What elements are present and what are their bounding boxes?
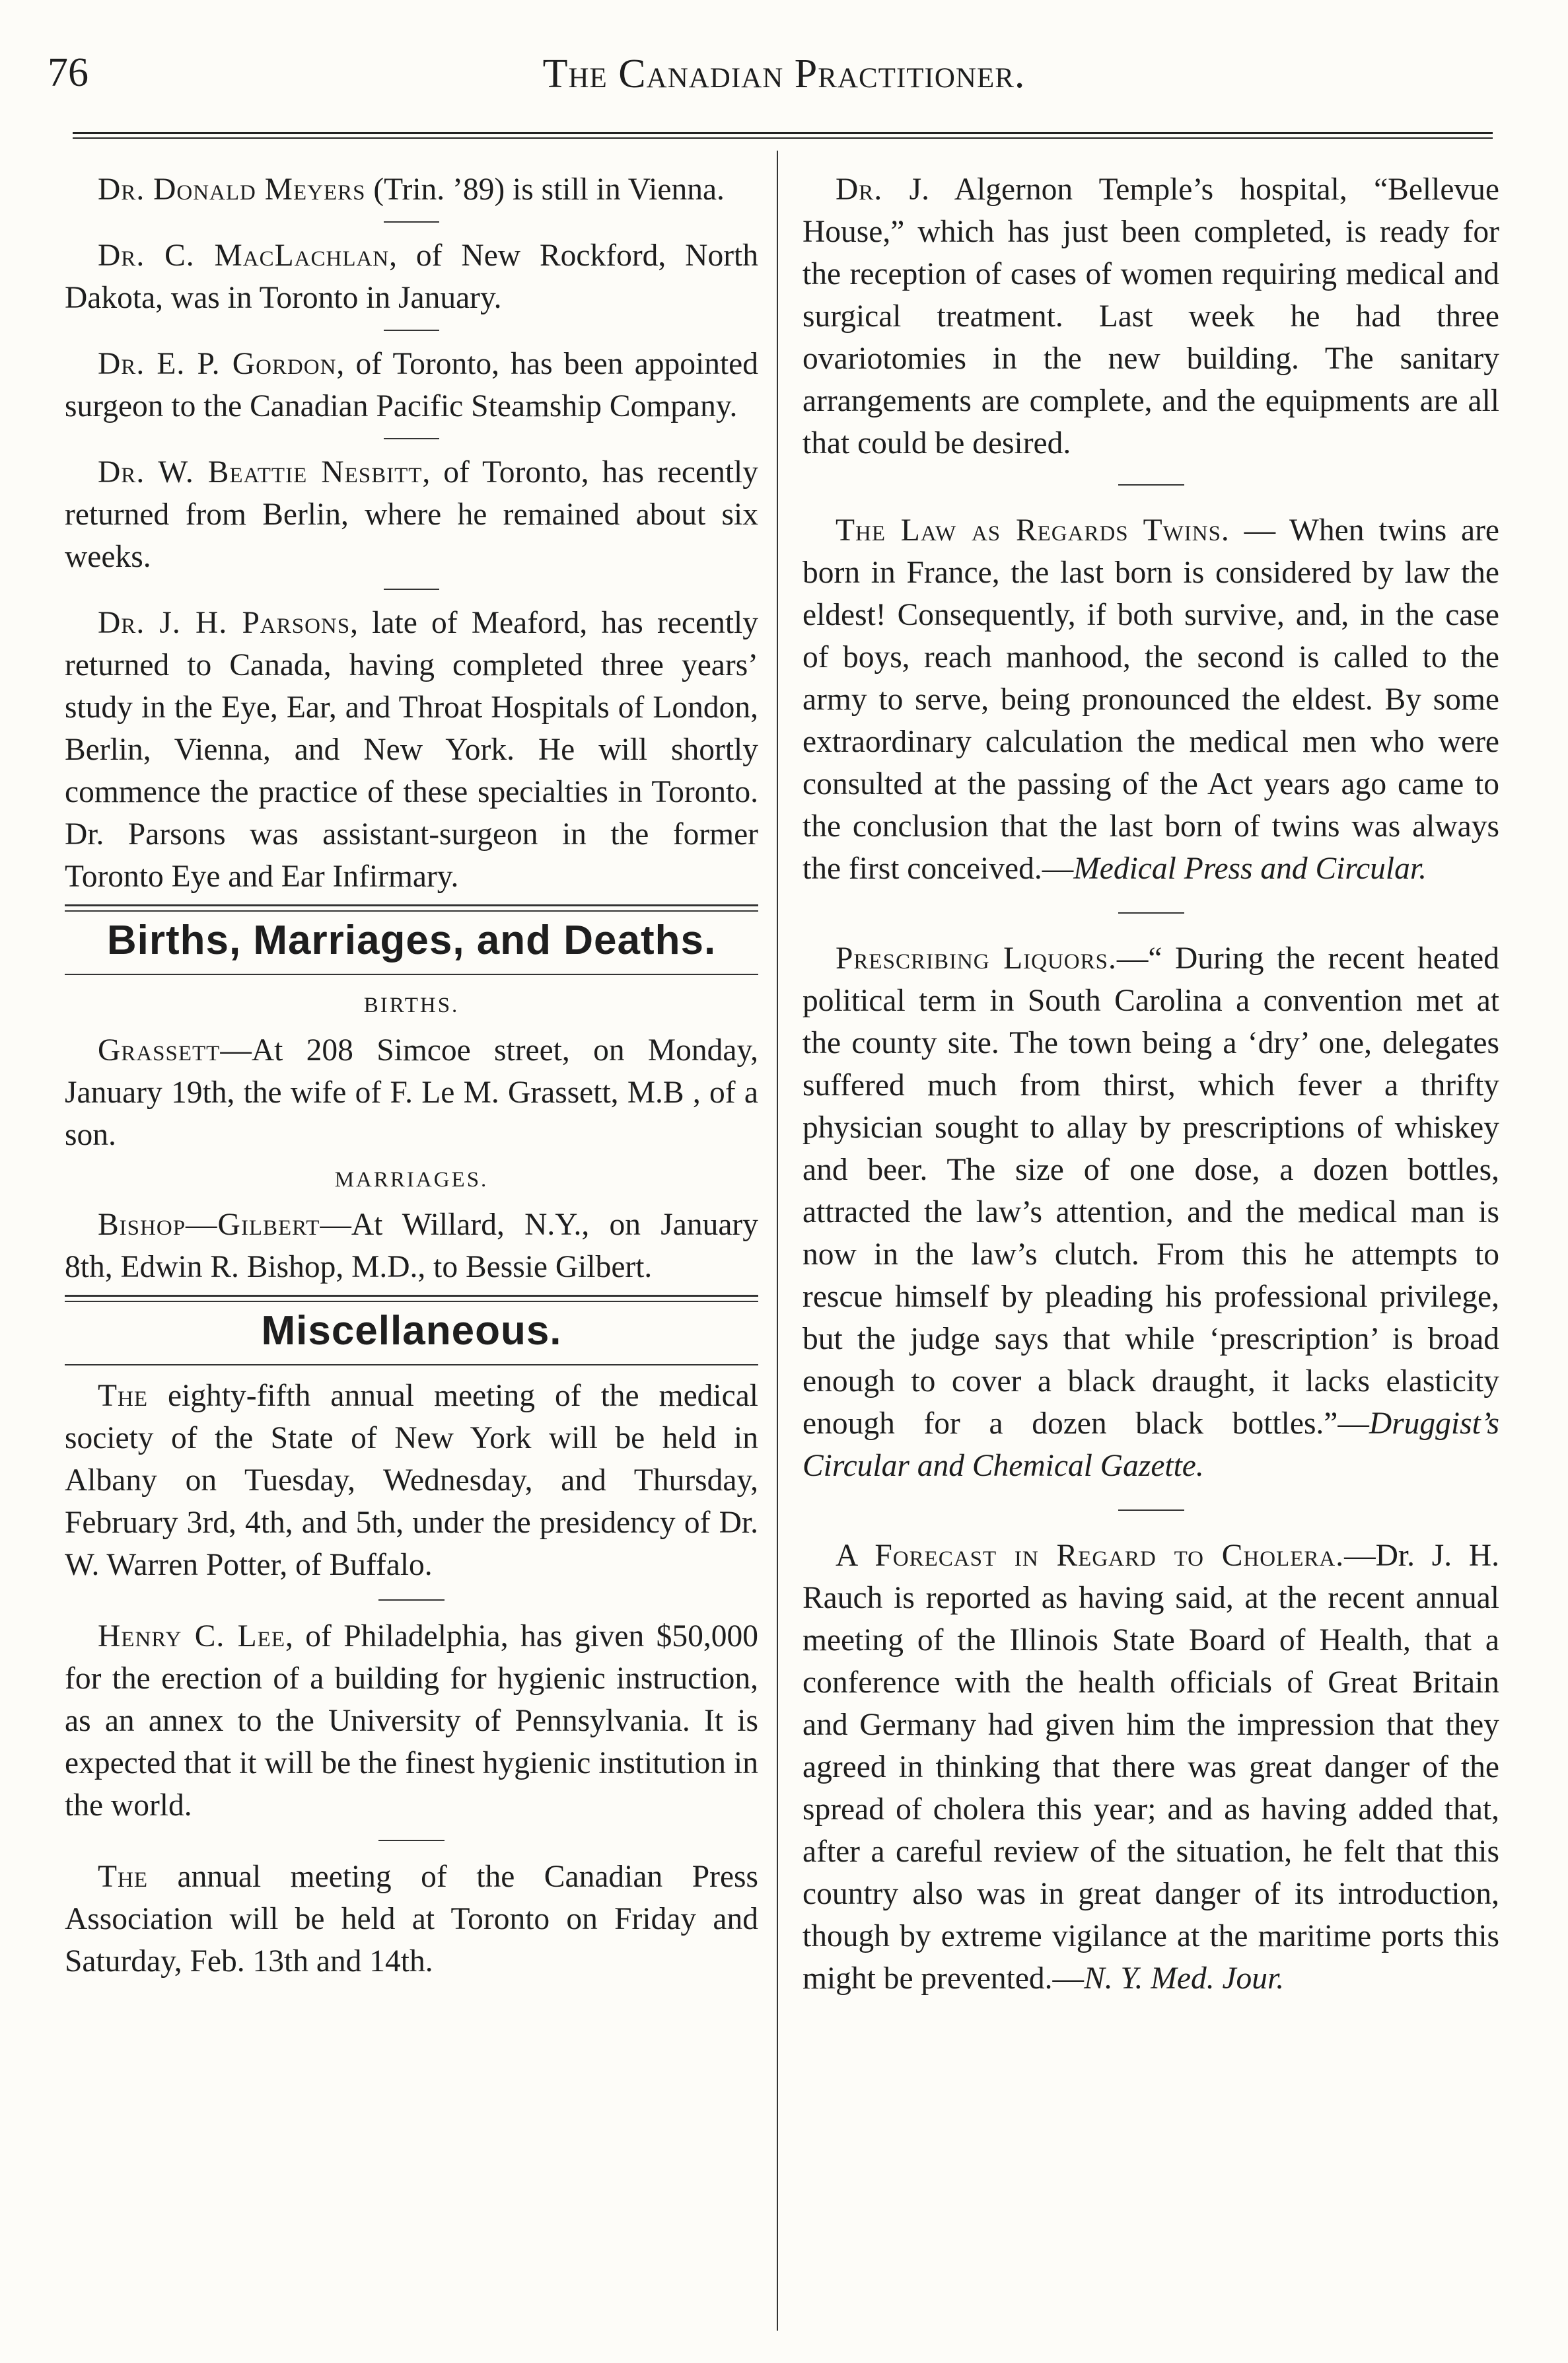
- citation: Druggist’s Circular and Chemical Gazette.: [802, 1406, 1499, 1483]
- citation: N. Y. Med. Jour.: [1084, 1961, 1285, 1996]
- heading-rule: [65, 974, 758, 975]
- item-separator: [384, 221, 439, 223]
- section-rule: [65, 1295, 758, 1302]
- news-item: The annual meeting of the Canadian Press Association will be held at Toronto on Friday and Saturday, Feb. 13th and 14th.: [65, 1860, 758, 1979]
- article-item: Prescribing Liquors.—“ During the recent heated political term in South Carolina a convention met at the county site. The town being a ‘dry’ one, delegates suffered much from thirst, which fever a thrifty physician sought to allay by prescriptions of whiskey and beer. The size of one dose, a dozen bottles, attracted the law’s attention, and the medical man is now in the law’s clutch. From this he attempts to rescue himself by pleading his professional privilege, but the judge says that while ‘prescription’ is broad enough to cover a black draught, it lacks elasticity enough for a dozen black bottles.”—Druggist’s Circular and Chemical Gazette.: [802, 941, 1499, 1483]
- article-item: The Law as Regards Twins. — When twins are born in France, the last born is considered by law the eldest! Consequently, if both survive, and, in the case of boys, reach manhood, the second is called to the army to serve, being pronounced the eldest. By some extraordinary calculation the medical men who were consulted at the passing of the Act years ago came to the conclusion that the last born of twins was always the first conceived.—Medical Press and Circular.: [802, 513, 1499, 886]
- news-item: Dr. Donald Meyers (Trin. ’89) is still in Vienna.: [98, 172, 725, 207]
- item-separator: [1118, 484, 1184, 486]
- page-number: 76: [48, 50, 89, 95]
- birth-notice: Grassett—At 208 Simcoe street, on Monday, January 19th, the wife of F. Le M. Grassett, M.B , of a son.: [65, 1033, 758, 1152]
- item-separator: [1118, 1509, 1184, 1511]
- births-heading: Births, Marriages, and Deaths.: [106, 918, 717, 963]
- left-column: [65, 168, 758, 1982]
- column-divider: [777, 151, 778, 2331]
- right-column: [802, 168, 1499, 2000]
- item-separator: [378, 1599, 445, 1601]
- births-label: BIRTHS.: [363, 994, 460, 1017]
- citation: Medical Press and Circular.: [1073, 852, 1427, 886]
- item-separator: [384, 330, 439, 331]
- news-item: Dr. W. Beattie Nesbitt, of Toronto, has recently returned from Berlin, where he remained about six weeks.: [65, 455, 758, 574]
- news-item: Henry C. Lee, of Philadelphia, has given $50,000 for the erection of a building for hygienic instruction, as an annex to the University of Pennsylvania. It is expected that it will be the finest hygienic institution in the world.: [65, 1619, 759, 1823]
- marriages-label: MARRIAGES.: [334, 1168, 489, 1192]
- header-rule: [73, 132, 1493, 134]
- article-item: A Forecast in Regard to Cholera.—Dr. J. H. Rauch is reported as having said, at the recent annual meeting of the Illinois State Board of Health, that a conference with the health officials of Great Britain and Germany had given him the impression that they agreed in thinking that there was great danger of the spread of cholera this year; and as having added that, after a careful review of the situation, he felt that this country also was in great danger of its introduction, though by extreme vigilance at the maritime ports this might be prevented.—N. Y. Med. Jour.: [802, 1539, 1500, 1996]
- header-rule-inner: [73, 137, 1493, 139]
- article-item: Dr. J. Algernon Temple’s hospital, “Bellevue House,” which has just been completed, is ready for the reception of cases of women requiring medical and surgical treatment. Last week he had three ovariotomies in the new building. The sanitary arrangements are complete, and the equipments are all that could be desired.: [802, 172, 1499, 460]
- section-rule: [65, 904, 758, 912]
- running-title: The Canadian Practitioner.: [542, 52, 1026, 96]
- page-header: [0, 36, 1568, 109]
- news-item: The eighty-fifth annual meeting of the medical society of the State of New York will be held in Albany on Tuesday, Wednesday, and Thursday, February 3rd, 4th, and 5th, under the presidency of Dr. W. Warren Potter, of Buffalo.: [65, 1379, 758, 1582]
- marriage-notice: Bishop—Gilbert—At Willard, N.Y., on January 8th, Edwin R. Bishop, M.D., to Bessie Gilbert.: [65, 1208, 758, 1284]
- misc-heading: Miscellaneous.: [261, 1308, 562, 1354]
- item-separator: [384, 589, 439, 590]
- heading-rule: [65, 1364, 758, 1365]
- news-item: Dr. C. MacLachlan, of New Rockford, North Dakota, was in Toronto in January.: [65, 238, 758, 315]
- news-item: Dr. E. P. Gordon, of Toronto, has been appointed surgeon to the Canadian Pacific Steamship Company.: [65, 347, 759, 423]
- item-separator: [1118, 912, 1184, 914]
- news-item: Dr. J. H. Parsons, late of Meaford, has recently returned to Canada, having completed three years’ study in the Eye, Ear, and Throat Hospitals of London, Berlin, Vienna, and New York. He will shortly commence the practice of these specialties in Toronto. Dr. Parsons was assistant-surgeon in the former Toronto Eye and Ear Infirmary.: [65, 606, 758, 894]
- item-separator: [384, 438, 439, 439]
- item-separator: [378, 1840, 445, 1841]
